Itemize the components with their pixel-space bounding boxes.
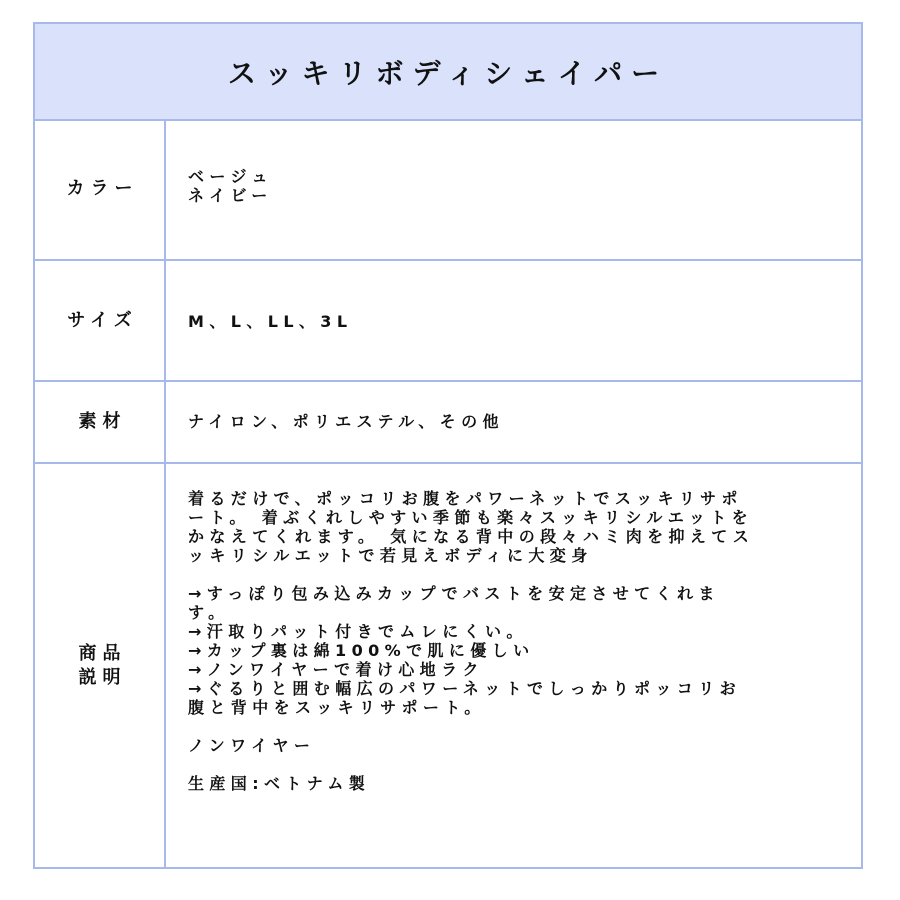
color-value-cell: [166, 119, 861, 259]
description-value-cell: [166, 464, 861, 867]
feature-line: →汗取りパット付きでムレにくい。: [188, 622, 528, 641]
feature-line: す。: [188, 603, 230, 622]
title-bar: [35, 24, 861, 121]
wire-text: ノンワイヤー: [188, 736, 316, 755]
intro-line: ッキリシルエットで若見えボディに大変身: [188, 546, 593, 565]
size-row: [35, 261, 861, 382]
description-row: [35, 464, 861, 867]
material-value-cell: [166, 382, 861, 462]
material-row: [35, 382, 861, 464]
color-option: ベージュ: [188, 167, 273, 186]
material-value: ナイロン、ポリエステル、その他: [188, 412, 504, 431]
color-row: [35, 119, 861, 261]
material-label: 素材: [78, 411, 127, 432]
intro-line: かなえてくれます。 気になる背中の段々ハミ肉を抑えてス: [188, 527, 755, 546]
feature-line: →カップ裏は綿100%で肌に優しい: [188, 641, 535, 660]
size-value: M、L、LL、3L: [188, 312, 353, 331]
product-title: スッキリボディシェイパー: [227, 56, 669, 90]
color-option: ネイビー: [188, 186, 273, 205]
intro-line: 着るだけで、ポッコリお腹をパワーネットでスッキリサポ: [188, 489, 743, 508]
size-value-cell: [166, 261, 861, 380]
material-label-cell: [35, 382, 166, 462]
description-label-cell: [35, 464, 166, 867]
feature-line: →すっぽり包み込みカップでバストを安定させてくれま: [188, 584, 720, 603]
size-label-cell: [35, 261, 166, 380]
features-list: [188, 584, 843, 717]
description-label: 商品 説明: [78, 642, 127, 688]
intro-line: ート。 着ぶくれしやすい季節も楽々スッキリシルエットを: [188, 508, 754, 527]
color-label-cell: [35, 119, 166, 259]
size-label: サイズ: [67, 309, 138, 331]
origin-text: 生産国:ベトナム製: [188, 774, 371, 793]
feature-line: 腹と背中をスッキリサポート。: [188, 698, 486, 717]
spec-table: [33, 22, 863, 869]
color-label: カラー: [66, 178, 139, 199]
feature-line: →ノンワイヤーで着け心地ラク: [188, 660, 484, 679]
wire-note: [188, 736, 843, 755]
feature-line: →ぐるりと囲む幅広のパワーネットでしっかりポッコリお: [188, 679, 742, 698]
intro-paragraph: [188, 489, 843, 565]
origin-note: [188, 774, 843, 793]
